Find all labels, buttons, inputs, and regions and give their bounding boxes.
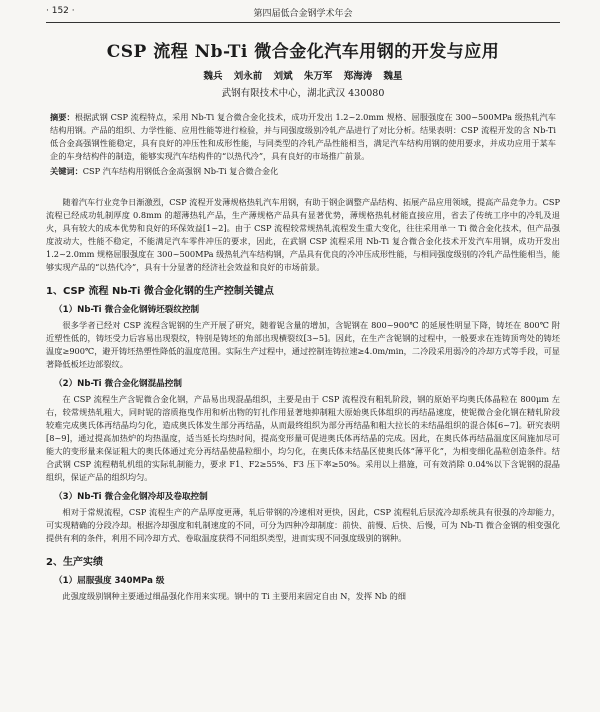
subsection-1-2-paragraph: 在 CSP 流程生产含铌微合金化钢，产品易出现混晶组织，主要是由于 CSP 流程没有粗轧阶段，钢的原始平均奥氏体晶粒在 800μm 左右，较常规热轧粗大，同时铌的溶质拖曳作用和析出物的钉扎作用显著地抑制粗大原始奥氏体组织的再结晶速度，使铌微合金化钢在精轧阶段较难完成奥氏体再结晶均匀化，造成奥氏体发生部分再结晶，从而最终组织为部分再结晶和粗大拉长的未结晶组织的混合体[6~7]。研究表明[8~9]，通过提高加热炉的均热温度，适当延长均热时间，提高变形量可促进奥氏体再结晶的完成。因此，在奥氏体再结晶温度区间施加尽可能大的变形量来保证粗大的奥氏体通过充分再结晶使晶粒细小，均匀化，在奥氏体未结晶区使奥氏体“薄平化”，为相变细化晶粒创造条件。结合武钢 CSP 流程精轧机组的实际轧制能力，要求 F1、F2≥55%、F3 压下率≥50%。采用以上措施，可有效消除 0.04%以下含铌钢的混晶组织，保证产品的组织均匀。 [46, 394, 560, 482]
keywords-label: 关键词： [50, 166, 83, 176]
running-header [46, 0, 560, 23]
subsection-1-3-paragraph: 相对于常规流程，CSP 流程生产的产品厚度更薄，轧后带钢的冷速相对更快，因此，CSP 流程轧后层流冷却系统具有很强的冷却能力，可实现精确的分段冷却。根据冷却强度和轧制速度的不同，可分为四种冷却制度：前快、前慢、后快、后慢，可为 Nb-Ti 微合金钢的相变强化提供有利的条件，利用不同冷却方式、卷取温度获得不同组织类型，进而实现不同强度级别的钢种。 [46, 507, 560, 543]
abstract-label: 摘要： [50, 112, 75, 122]
subsection-1-1-paragraph: 很多学者已经对 CSP 流程含铌钢的生产开展了研究，随着铌含量的增加，含铌钢在 800~900℃ 的延展性明显下降，铸坯在 800℃ 附近塑性低的，铸坯受力后容易出现裂纹，特别是铸坯的角部出现横裂纹[3~5]。因此，在生产含铌钢的过程中，一般要求在连铸顶弯处的铸坯温度≥900℃，避开铸坯热塑性降低的温度范围。实际生产过程中，通过控制连铸拉速≥4.0m/min，二冷段采用弱冷的冷却方式等手段，可显著降低板坯边部裂纹。 [46, 320, 560, 369]
subsection-1-1-heading: （1）Nb-Ti 微合金化钢铸坯裂纹控制 [54, 305, 200, 315]
intro-paragraph: 随着汽车行业竞争日渐激烈，CSP 流程开发薄规格热轧汽车用钢，有助于钢企调整产品结构、拓展产品应用领域，提高产品竞争力。CSP 流程已经成功轧制厚度 0.8mm 的超薄热轧产品，生产薄规格产品具有显著优势，薄规格热轧材能直接应用，省去了传统工序中的冷轧及退火，具有较大的成本优势和良好的环保效益[1~2]。由于 CSP 流程较常规热轧流程发生重大变化，往往采用单一 Ti 微合金化技术，但产品强度波动大，性能不稳定，不能满足汽车零件冲压的要求，因此，在武钢 CSP 流程采用 Nb-Ti 复合微合金化技术开发汽车用钢，成功开发出 1.2~2.0mm 规格屈服强度在 300~500MPa 级热轧汽车结构钢，产品具有优良的冷冲压成形性能，与相同强度级别的冷轧产品性能相当，能够实现产品的“以热代冷”，具有十分显著的经济社会效益和良好的市场前景。 [46, 197, 560, 272]
section-2-heading: 2、生产实绩 [46, 557, 103, 568]
section-1-heading: 1、CSP 流程 Nb-Ti 微合金化钢的生产控制关键点 [46, 286, 274, 297]
paper-title: CSP 流程 Nb-Ti 微合金化汽车用钢的开发与应用 [106, 42, 500, 62]
abstract [50, 111, 556, 163]
page-number: · 152 · [46, 6, 75, 16]
abstract-text: 根据武钢 CSP 流程特点，采用 Nb-Ti 复合微合金化技术，成功开发出 1.2~2.0mm 规格、屈服强度在 300~500MPa 级热轧汽车结构用钢。产品的组织、力学性能、应用性能等进行检验，并与同强度级别冷轧产品进行了对比分析。结果表明：CSP 流程开发的含 Nb-Ti 低合金高强钢性能稳定，具有良好的冲压性和成形性能，与同类型的冷轧产品性能相当，满足汽车结构用钢的使用要求，并成功应用于某车企的车身结构件的制造，能够实现汽车结构件的“以热代冷”，具有良好的市场推广前景。 [50, 112, 556, 161]
authors: 魏兵 刘永前 刘斌 朱万军 郑海涛 魏星 [203, 71, 403, 82]
keywords-text: CSP 汽车结构用钢低合金高强钢 Nb-Ti 复合微合金化 [82, 166, 279, 176]
affiliation: 武钢有限技术中心，湖北武汉 430080 [221, 88, 385, 99]
subsection-1-2-heading: （2）Nb-Ti 微合金化钢混晶控制 [54, 379, 182, 389]
subsection-1-3-heading: （3）Nb-Ti 微合金化钢冷却及卷取控制 [54, 492, 208, 502]
keywords [50, 165, 556, 178]
subsection-2-1-heading: （1）屈服强度 340MPa 级 [54, 576, 165, 586]
subsection-2-1-paragraph: 此强度级别钢种主要通过细晶强化作用来实现。钢中的 Ti 主要用来固定自由 N，发挥 Nb 的细 [62, 591, 406, 601]
journal-name: 第四届低合金钢学术年会 [253, 9, 353, 19]
